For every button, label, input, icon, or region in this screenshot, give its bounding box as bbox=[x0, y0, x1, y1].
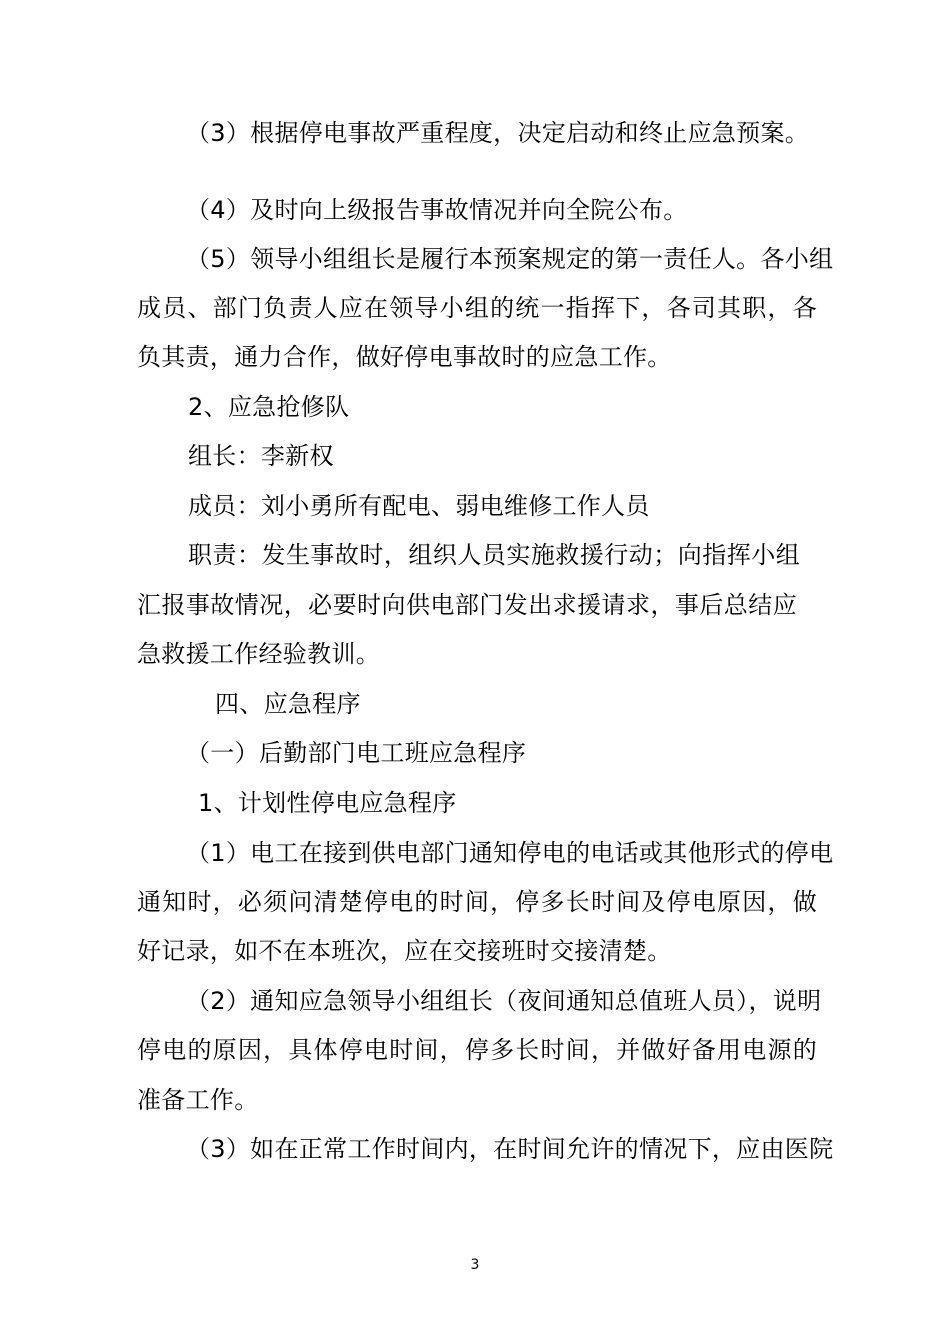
paragraph-line: 负其责，通力合作，做好停电事故时的应急工作。 bbox=[137, 343, 672, 371]
paragraph-line: 急救援工作经验教训。 bbox=[137, 640, 380, 668]
paragraph-line: 停电的原因，具体停电时间，停多长时间，并做好备用电源的 bbox=[137, 1036, 817, 1064]
section-heading: 1、计划性停电应急程序 bbox=[198, 789, 457, 817]
section-heading: （一）后勤部门电工班应急程序 bbox=[186, 739, 527, 767]
paragraph-line: 成员：刘小勇所有配电、弱电维修工作人员 bbox=[188, 492, 650, 520]
paragraph-line: 准备工作。 bbox=[137, 1086, 259, 1114]
paragraph-line: （2）通知应急领导小组组长（夜间通知总值班人员），说明 bbox=[186, 987, 822, 1015]
paragraph-line: 好记录，如不在本班次，应在交接班时交接清楚。 bbox=[137, 937, 672, 965]
paragraph-line: 通知时，必须问清楚停电的时间，停多长时间及停电原因，做 bbox=[137, 888, 817, 916]
paragraph-line: （3）如在正常工作时间内，在时间允许的情况下，应由医院 bbox=[186, 1135, 834, 1163]
paragraph-line: （4）及时向上级报告事故情况并向全院公布。 bbox=[186, 196, 688, 224]
paragraph-line: 成员、部门负责人应在领导小组的统一指挥下，各司其职，各 bbox=[137, 294, 817, 322]
section-heading: 2、应急抢修队 bbox=[188, 393, 350, 421]
paragraph-line: （5）领导小组组长是履行本预案规定的第一责任人。各小组 bbox=[186, 245, 834, 273]
paragraph-line: （3）根据停电事故严重程度，决定启动和终止应急预案。 bbox=[186, 119, 810, 147]
page-number: 3 bbox=[470, 1257, 480, 1273]
paragraph-line: 职责：发生事故时，组织人员实施救援行动；向指挥小组 bbox=[188, 541, 800, 569]
section-heading: 四、应急程序 bbox=[215, 690, 361, 718]
paragraph-line: 汇报事故情况，必要时向供电部门发出求援请求，事后总结应 bbox=[137, 591, 797, 619]
paragraph-line: （1）电工在接到供电部门通知停电的电话或其他形式的停电 bbox=[186, 839, 834, 867]
paragraph-line: 组长：李新权 bbox=[188, 442, 334, 470]
